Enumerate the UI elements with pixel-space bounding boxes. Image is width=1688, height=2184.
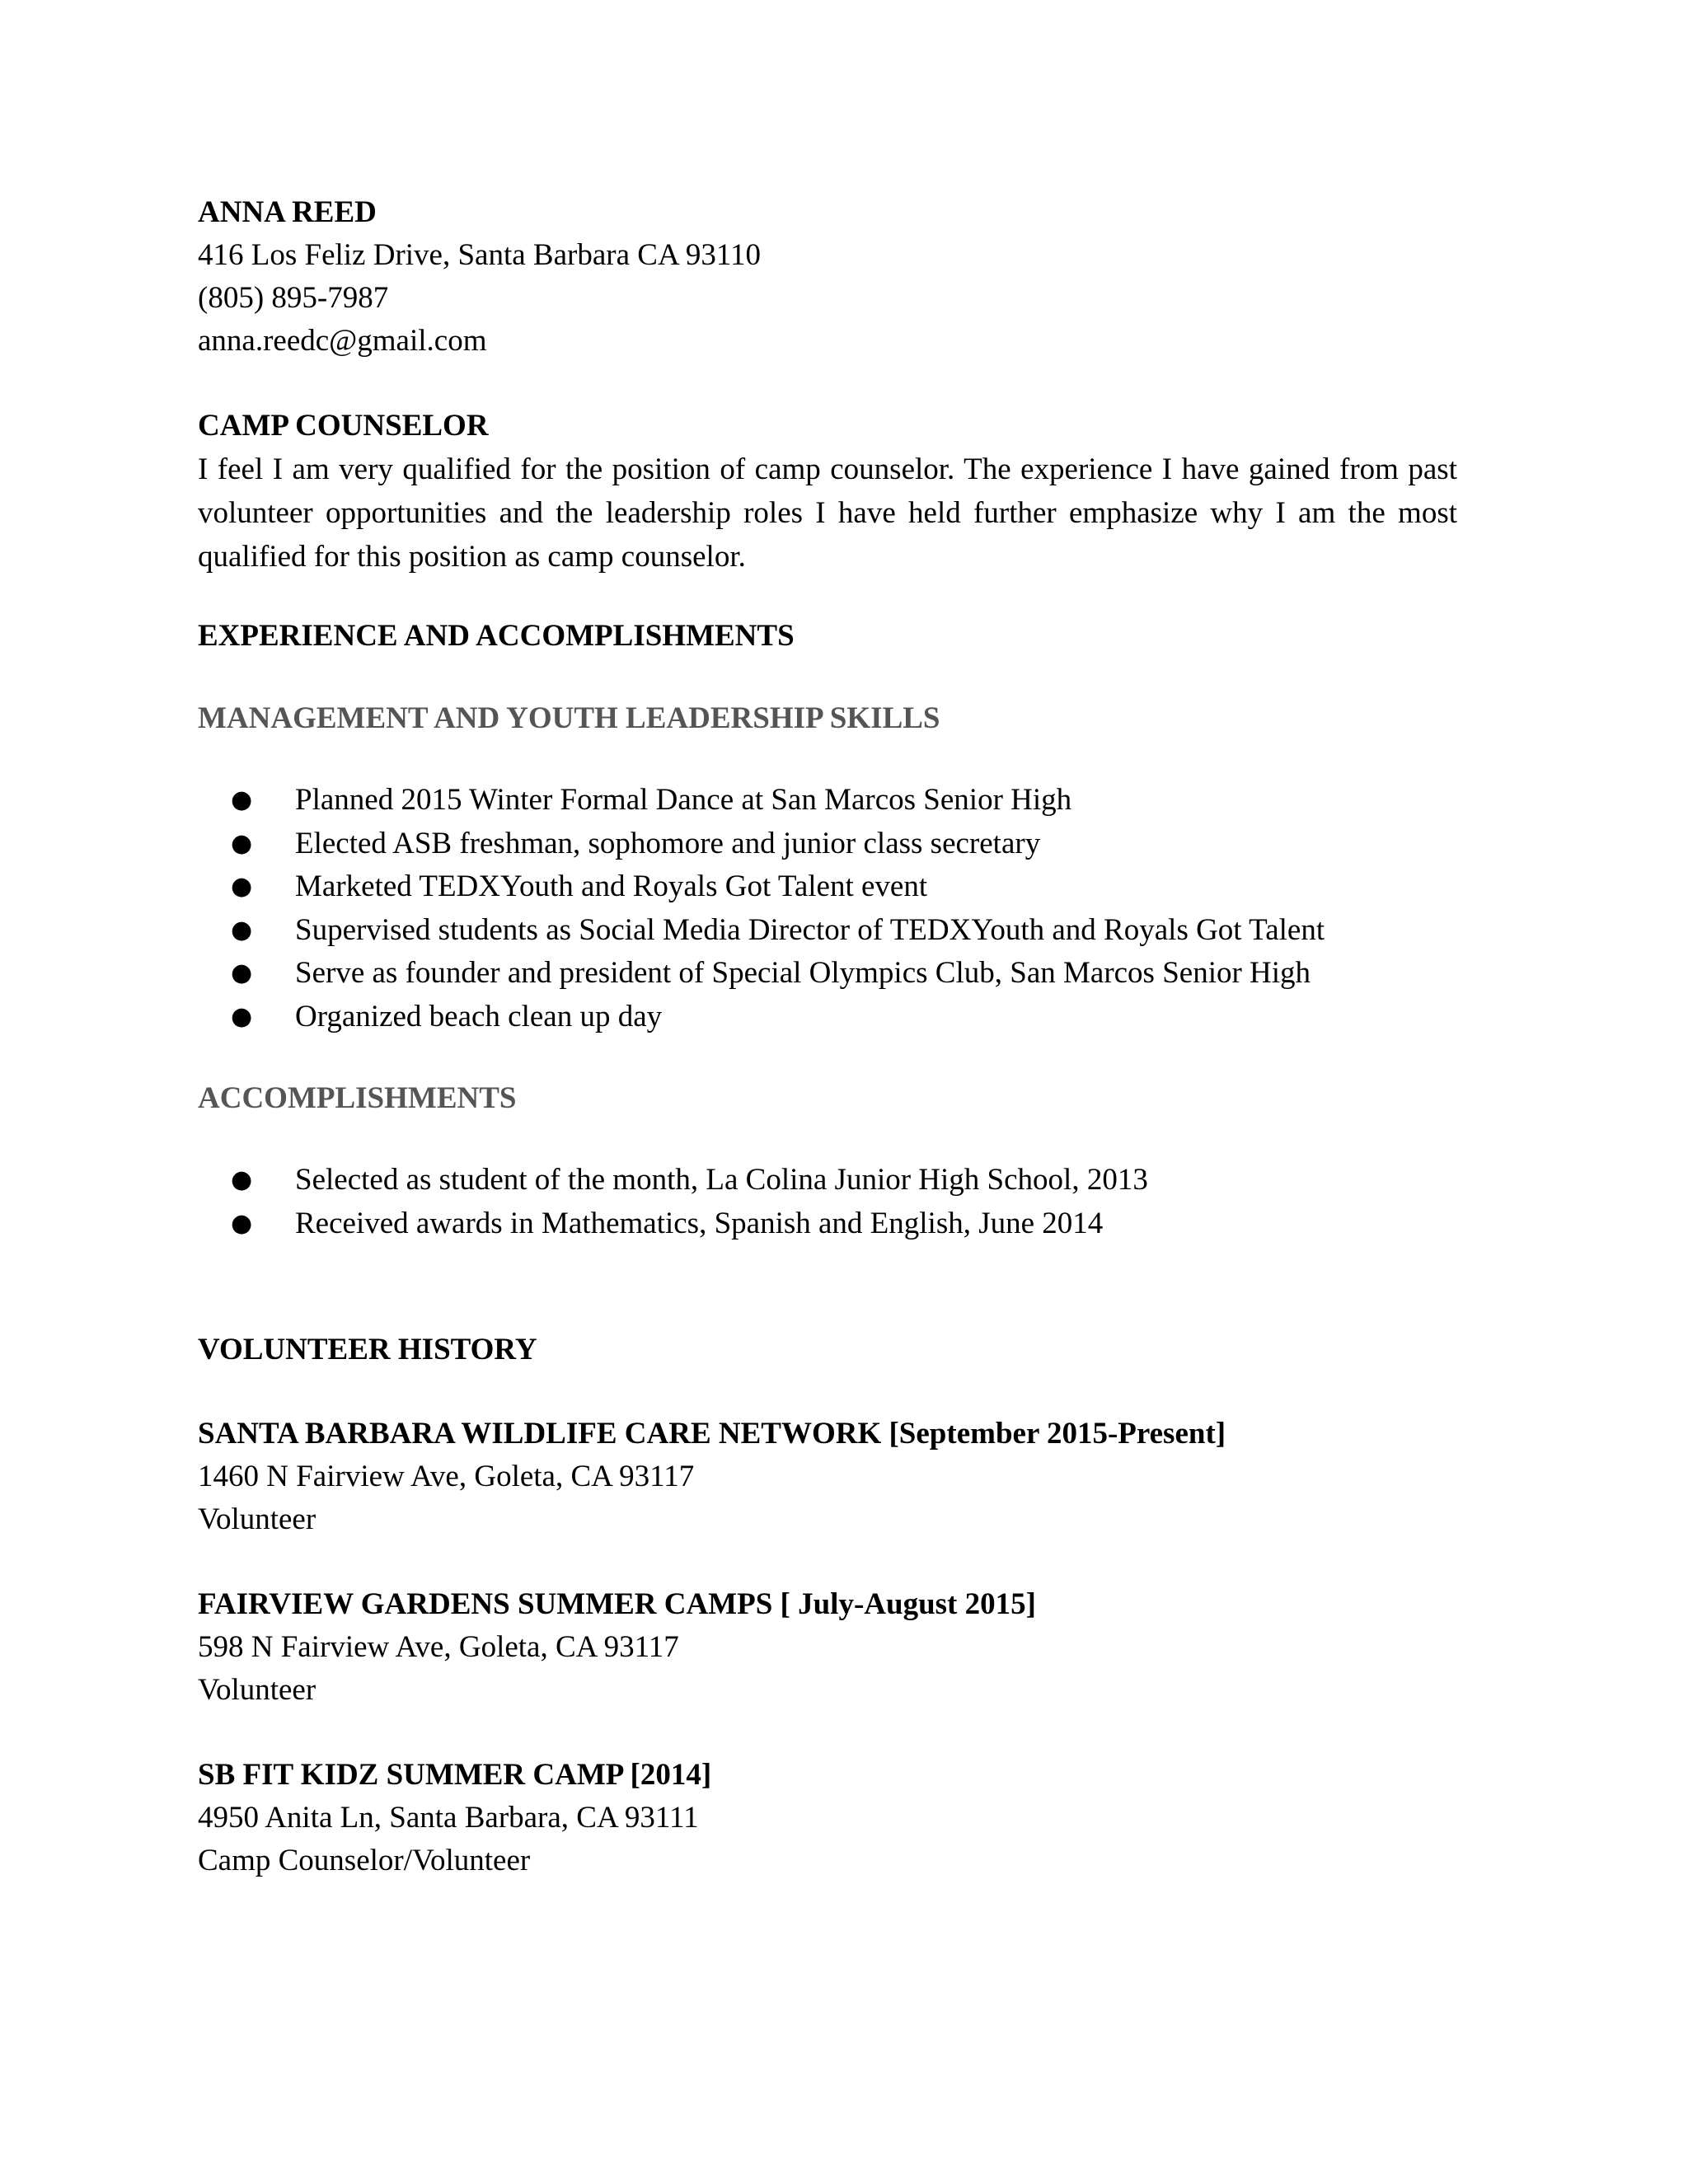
volunteer-entry-title: FAIRVIEW GARDENS SUMMER CAMPS [ July-August 2015] xyxy=(198,1587,1036,1621)
volunteer-heading: VOLUNTEER HISTORY xyxy=(198,1333,537,1366)
experience-section xyxy=(198,615,1459,1245)
bullet-icon: ● xyxy=(231,1001,253,1031)
bullet-icon: ● xyxy=(231,958,253,987)
resume-page xyxy=(198,191,1459,1882)
management-subheading: MANAGEMENT AND YOUTH LEADERSHIP SKILLS xyxy=(198,701,940,735)
bullet-icon: ● xyxy=(231,872,253,901)
volunteer-entry-role: Volunteer xyxy=(198,1673,316,1707)
applicant-name: ANNA REED xyxy=(198,195,377,229)
applicant-email: anna.reedc@gmail.com xyxy=(198,324,487,358)
bullet-icon: ● xyxy=(231,915,253,944)
volunteer-entry-address: 4950 Anita Ln, Santa Barbara, CA 93111 xyxy=(198,1801,699,1835)
objective-heading: CAMP COUNSELOR xyxy=(198,409,489,443)
volunteer-entry-role: Camp Counselor/Volunteer xyxy=(198,1844,531,1877)
list-item: ● Marketed TEDXYouth and Royals Got Talent event xyxy=(198,865,1459,909)
volunteer-entry xyxy=(198,1583,1459,1712)
volunteer-section xyxy=(198,1329,1459,1882)
bullet-icon: ● xyxy=(231,828,253,858)
volunteer-entry-title: SB FIT KIDZ SUMMER CAMP [2014] xyxy=(198,1758,712,1792)
experience-heading: EXPERIENCE AND ACCOMPLISHMENTS xyxy=(198,619,795,653)
volunteer-entry-role: Volunteer xyxy=(198,1502,316,1536)
list-item: ● Organized beach clean up day xyxy=(198,996,1459,1039)
bullet-icon: ● xyxy=(231,1208,253,1238)
bullet-icon: ● xyxy=(231,785,253,814)
list-item: ● Planned 2015 Winter Formal Dance at San Marcos Senior High xyxy=(198,779,1459,823)
contact-block xyxy=(198,191,1459,363)
objective-text: I feel I am very qualified for the position of camp counselor. The experience I have gained from past volunteer opportunities and the leadership roles I have held further emphasize why I am the most qualified for this position as camp counselor. xyxy=(198,452,1457,574)
bullet-icon: ● xyxy=(231,1165,253,1194)
accomplishments-subheading: ACCOMPLISHMENTS xyxy=(198,1081,517,1115)
volunteer-entry-address: 1460 N Fairview Ave, Goleta, CA 93117 xyxy=(198,1460,695,1493)
list-item: ● Supervised students as Social Media Director of TEDXYouth and Royals Got Talent xyxy=(198,909,1459,953)
applicant-phone: (805) 895-7987 xyxy=(198,281,389,315)
volunteer-entry xyxy=(198,1413,1459,1541)
list-item: ● Received awards in Mathematics, Spanish and English, June 2014 xyxy=(198,1202,1459,1246)
volunteer-entry-title: SANTA BARBARA WILDLIFE CARE NETWORK [September 2015-Present] xyxy=(198,1417,1226,1451)
accomplishments-list xyxy=(198,1159,1459,1245)
management-list xyxy=(198,779,1459,1038)
objective-section xyxy=(198,405,1459,579)
volunteer-entry-address: 598 N Fairview Ave, Goleta, CA 93117 xyxy=(198,1630,679,1664)
list-item: ● Selected as student of the month, La Colina Junior High School, 2013 xyxy=(198,1159,1459,1202)
list-item: ● Serve as founder and president of Special Olympics Club, San Marcos Senior High xyxy=(198,952,1459,996)
applicant-address: 416 Los Feliz Drive, Santa Barbara CA 93110 xyxy=(198,238,762,272)
volunteer-entry xyxy=(198,1754,1459,1882)
list-item: ● Elected ASB freshman, sophomore and junior class secretary xyxy=(198,823,1459,866)
